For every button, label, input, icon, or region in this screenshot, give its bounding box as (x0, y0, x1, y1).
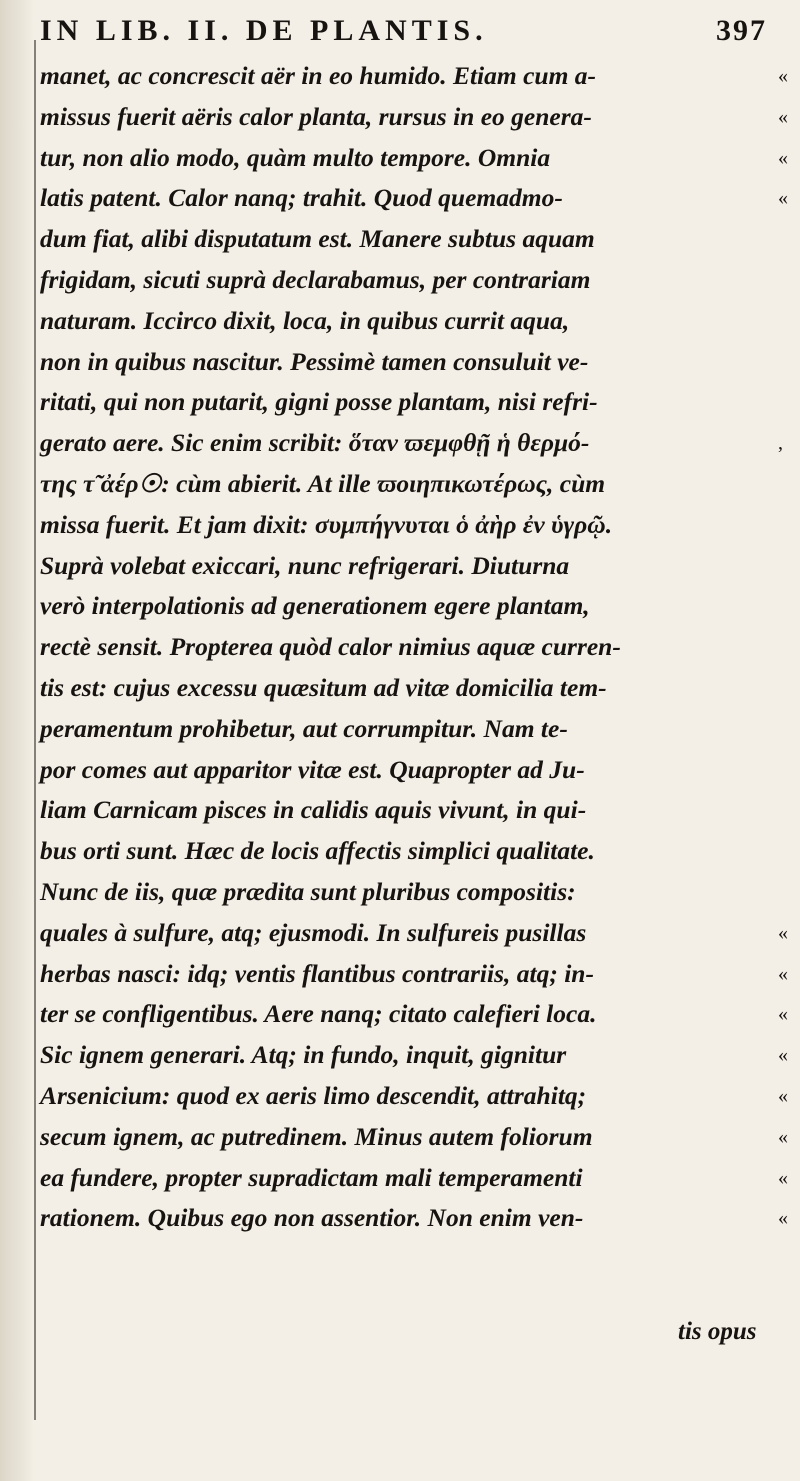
text-line (40, 831, 800, 872)
text-line (40, 1035, 800, 1076)
line-text: rectè sensit. Propterea quòd calor nimius aquæ curren- (40, 632, 621, 662)
text-line (40, 464, 800, 505)
quotation-mark: « (778, 1044, 788, 1067)
text-line (40, 342, 800, 383)
quotation-mark: , (778, 432, 783, 455)
catchword: tis opus (678, 1318, 757, 1345)
text-line (40, 1198, 800, 1239)
line-text: non in quibus nascitur. Pessimè tamen consuluit ve- (40, 346, 589, 376)
line-text: dum fiat, alibi disputatum est. Manere subtus aquam (40, 224, 595, 254)
text-line (40, 382, 800, 423)
body-text (40, 56, 800, 1239)
line-text: Sic ignem generari. Atq; in fundo, inquit, gignitur (40, 1040, 567, 1070)
text-line (40, 178, 800, 219)
line-text: tis est: cujus excessu quæsitum ad vitæ domicilia tem- (40, 672, 607, 702)
page-gutter (0, 0, 34, 1481)
text-line (40, 750, 800, 791)
text-line (40, 872, 800, 913)
text-line (40, 586, 800, 627)
line-text: rationem. Quibus ego non assentior. Non enim ven- (40, 1203, 584, 1233)
line-text: bus orti sunt. Hæc de locis affectis simplici qualitate. (40, 836, 595, 866)
line-text: latis patent. Calor nanq; trahit. Quod quemadmo- (40, 183, 563, 213)
line-text: manet, ac concrescit aër in eo humido. Etiam cum a- (40, 61, 597, 90)
line-text: Arsenicium: quod ex aeris limo descendit, attrahitq; (40, 1080, 587, 1110)
line-text: της τ̃ ἀέρ☉: cùm abierit. At ille ϖοιηπικωτέρως, cùm (40, 468, 606, 498)
text-line (40, 423, 800, 464)
quotation-mark: « (778, 1125, 788, 1148)
quotation-mark: « (778, 921, 788, 944)
line-text: missus fuerit aëris calor planta, rursus in eo genera- (40, 101, 592, 131)
text-line (40, 913, 800, 954)
text-line (40, 1158, 800, 1199)
text-line (40, 790, 800, 831)
line-text: verò interpolationis ad generationem egere plantam, (40, 591, 590, 621)
text-line (40, 1117, 800, 1158)
page-number: 397 (716, 14, 767, 47)
line-text: por comes aut apparitor vitæ est. Quapropter ad Ju- (40, 754, 585, 784)
quotation-mark: « (778, 187, 788, 210)
line-text: secum ignem, ac putredinem. Minus autem foliorum (40, 1121, 593, 1151)
running-title: IN LIB. II. DE PLANTIS. (40, 14, 488, 47)
text-line (40, 546, 800, 587)
line-text: naturam. Iccirco dixit, loca, in quibus currit aqua, (40, 305, 570, 335)
line-text: frigidam, sicuti suprà declarabamus, per contrariam (40, 264, 591, 294)
text-line (40, 56, 800, 97)
text-line (40, 709, 800, 750)
line-text: peramentum prohibetur, aut corrumpitur. Nam te- (40, 713, 568, 743)
quotation-mark: « (778, 1084, 788, 1107)
line-text: ea fundere, propter supradictam mali temperamenti (40, 1162, 583, 1192)
text-line (40, 260, 800, 301)
text-line (40, 627, 800, 668)
line-text: missa fuerit. Et jam dixit: συμπήγνυται ὁ ἀὴρ ἐν ὑγρῷ. (40, 509, 613, 539)
text-line (40, 138, 800, 179)
text-line (40, 994, 800, 1035)
text-line (40, 1076, 800, 1117)
quotation-mark: « (778, 146, 788, 169)
binding-rule (34, 40, 36, 1420)
quotation-mark: « (778, 65, 788, 87)
line-text: gerato aere. Sic enim scribit: ὅταν ϖεμφθῇ ἡ θερμό- (40, 428, 590, 458)
line-text: liam Carnicam pisces in calidis aquis vivunt, in qui- (40, 795, 587, 825)
line-text: quales à sulfure, atq; ejusmodi. In sulfureis pusillas (40, 917, 587, 947)
text-line (40, 97, 800, 138)
line-text: Nunc de iis, quæ prædita sunt pluribus compositis: (40, 876, 576, 906)
line-text: ter se confligentibus. Aere nanq; citato calefieri loca. (40, 999, 597, 1029)
quotation-mark: « (778, 962, 788, 985)
text-line (40, 301, 800, 342)
quotation-mark: « (778, 1003, 788, 1026)
quotation-mark: « (778, 105, 788, 128)
quotation-mark: « (778, 1207, 788, 1230)
text-line (40, 954, 800, 995)
text-line (40, 219, 800, 260)
line-text: herbas nasci: idq; ventis flantibus contrariis, atq; in- (40, 958, 594, 988)
quotation-mark: « (778, 1166, 788, 1189)
line-text: tur, non alio modo, quàm multo tempore. Omnia (40, 142, 551, 172)
line-text: ritati, qui non putarit, gigni posse plantam, nisi refri- (40, 387, 598, 417)
text-line (40, 668, 800, 709)
text-line (40, 505, 800, 546)
page-header (40, 14, 800, 54)
line-text: Suprà volebat exiccari, nunc refrigerari. Diuturna (40, 550, 570, 580)
